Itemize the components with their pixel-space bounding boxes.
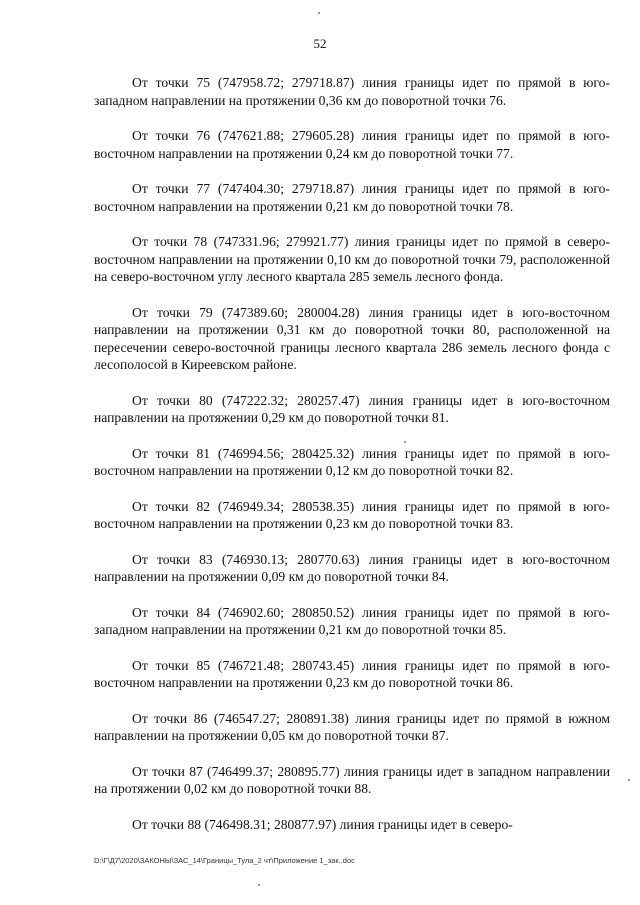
paragraph-point-78: От точки 78 (747331.96; 279921.77) линия границы идет по прямой в северо-восточном направлении на протяжении 0,10 км до поворотной точки 79, расположенной на северо-восточном углу лесного квартала 285 земель лесного фонда. — [94, 234, 610, 284]
scan-speck — [628, 779, 630, 781]
paragraph-point-77: От точки 77 (747404.30; 279718.87) линия границы идет по прямой в юго-восточном направлении на протяжении 0,21 км до поворотной точки 78. — [94, 181, 610, 214]
scan-speck — [318, 12, 320, 14]
paragraph-point-85: От точки 85 (746721.48; 280743.45) линия границы идет по прямой в юго-восточном направлении на протяжении 0,23 км до поворотной точки 86. — [94, 657, 610, 690]
file-path-footer: D:\Г\Д7\2020\ЗАКОНЫ\ЗАС_14\Границы_Тула_2 чт\Приложение 1_зак..doc — [94, 856, 355, 865]
page-number: 52 — [313, 36, 327, 51]
paragraph-point-87: От точки 87 (746499.37; 280895.77) линия границы идет в западном направлении на протяжении 0,02 км до поворотной точки 88. — [94, 763, 610, 796]
scan-speck — [404, 441, 406, 443]
paragraph-point-88: От точки 88 (746498.31; 280877.97) линия границы идет в северо- — [132, 816, 513, 832]
paragraph-point-82: От точки 82 (746949.34; 280538.35) линия границы идет по прямой в юго-восточном направлении на протяжении 0,23 км до поворотной точки 83. — [94, 498, 610, 531]
paragraph-point-79: От точки 79 (747389.60; 280004.28) линия границы идет в юго-восточном направлении на протяжении 0,31 км до поворотной точки 80, расположенной на пересечении северо-восточной границы лесного квартала 286 земель лесного фонда с лесополосой в Киреевском районе. — [94, 304, 610, 372]
paragraph-point-75: От точки 75 (747958.72; 279718.87) линия границы идет по прямой в юго-западном направлении на протяжении 0,36 км до поворотной точки 76. — [94, 75, 610, 108]
paragraph-point-83: От точки 83 (746930.13; 280770.63) линия границы идет в юго-восточном направлении на протяжении 0,09 км до поворотной точки 84. — [94, 551, 610, 584]
paragraph-point-76: От точки 76 (747621.88; 279605.28) линия границы идет по прямой в юго-восточном направлении на протяжении 0,24 км до поворотной точки 77. — [94, 128, 610, 161]
paragraph-point-86: От точки 86 (746547.27; 280891.38) линия границы идет по прямой в южном направлении на протяжении 0,05 км до поворотной точки 87. — [94, 710, 610, 743]
paragraph-point-81: От точки 81 (746994.56; 280425.32) линия границы идет по прямой в юго-восточном направлении на протяжении 0,12 км до поворотной точки 82. — [94, 445, 610, 478]
scan-speck — [258, 884, 260, 886]
paragraph-point-80: От точки 80 (747222.32; 280257.47) линия границы идет в юго-восточном направлении на протяжении 0,29 км до поворотной точки 81. — [94, 392, 610, 425]
paragraph-point-84: От точки 84 (746902.60; 280850.52) линия границы идет по прямой в юго-западном направлении на протяжении 0,21 км до поворотной точки 85. — [94, 604, 610, 637]
document-body — [94, 74, 610, 851]
